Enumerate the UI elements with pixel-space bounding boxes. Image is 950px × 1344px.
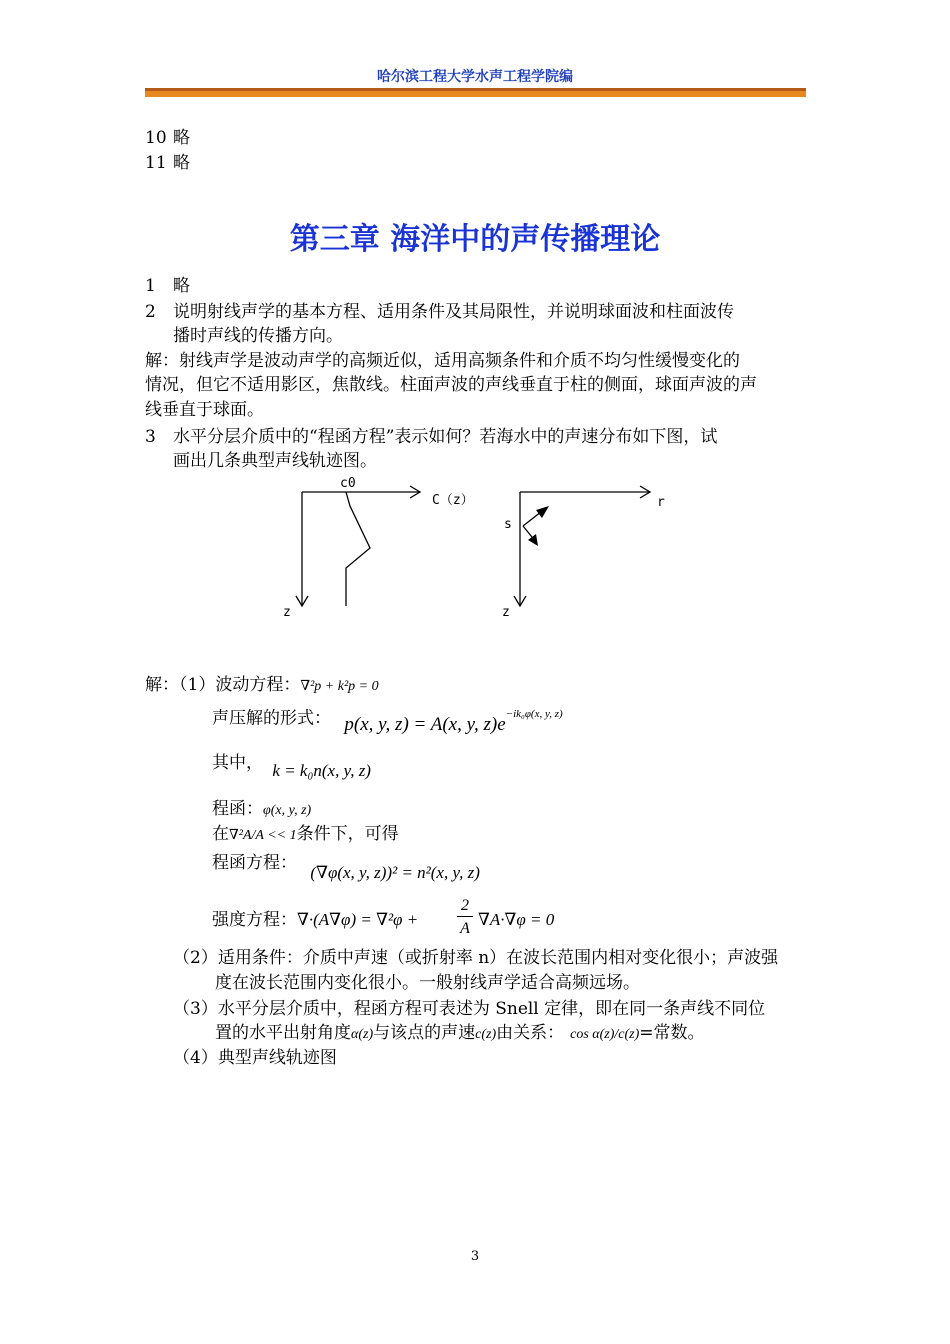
intensity-rhs: ∇A·∇φ = 0: [478, 910, 555, 929]
solution-eikonal-fn: 程函：φ(x, y, z): [212, 799, 312, 819]
solution-form: 声压解的形式： p(x, y, z) = A(x, y, $z)e^{-ik_0\varphi(x, y, z)}$: [212, 708, 563, 735]
answer-2-line: 情况，但它不适用影区，焦散线。柱面声波的声线垂直于柱的侧面，球面声波的声: [145, 375, 757, 395]
fraction-numerator: 2: [461, 897, 469, 914]
right-depth-label: z: [502, 605, 510, 620]
source-label: s: [504, 517, 512, 532]
list-item: 11 略: [145, 153, 190, 173]
chapter-title: 第三章 海洋中的声传播理论: [289, 222, 661, 257]
fraction-denominator: A: [460, 920, 470, 937]
condition-3-line: （3）水平分层介质中，程函方程可表述为 Snell 定律，即在同一条声线不同位: [173, 999, 766, 1019]
question-3: 3 水平分层介质中的“程函方程”表示如何？若海水中的声速分布如下图，试: [145, 427, 718, 447]
list-item: 10 略: [145, 128, 190, 148]
solution-intensity-eq: 强度方程：∇·(A∇φ) = ∇²φ +: [212, 910, 419, 930]
page-number: 3: [470, 1249, 480, 1264]
left-depth-label: z: [283, 605, 291, 620]
header-rule-accent: [145, 91, 806, 97]
sound-speed-figure: [270, 472, 690, 622]
question-2-cont: 播时声线的传播方向。: [173, 326, 343, 346]
solution-eikonal-eq: 程函方程： (∇φ(x, y, z))² = n²(x, y, z): [212, 853, 480, 882]
condition-4-line: （4）典型声线轨迹图: [173, 1048, 337, 1068]
fraction-bar: [457, 916, 473, 917]
solution-where: 其中， k = k₀n(x, y, z): [212, 753, 371, 780]
c0-label: c0: [340, 476, 356, 491]
question-1: 1 略: [145, 276, 190, 296]
arrow-down-ray-icon: [528, 534, 538, 546]
solution-wave-eq: 解：（1）波动方程：∇²p + k²p = 0: [145, 675, 379, 695]
range-label: r: [657, 495, 665, 510]
question-2: 2 说明射线声学的基本方程、适用条件及其局限性，并说明球面波和柱面波传: [145, 302, 734, 322]
condition-3-cont: 置的水平出射角度α(z)与该点的声速c(z)由关系： cos α(z)/c(z)=常数。: [215, 1023, 705, 1043]
condition-2-line: （2）适用条件：介质中声速（或折射率 n）在波长范围内相对变化很小；声波强: [173, 948, 779, 968]
question-3-cont: 画出几条典型声线轨迹图。: [173, 451, 377, 471]
answer-2-line: 线垂直于球面。: [145, 400, 264, 420]
header-title: 哈尔滨工程大学水声工程学院编: [377, 69, 573, 85]
arrow-up-ray-icon: [536, 506, 549, 518]
solution-condition: 在∇²A/A << 1条件下，可得: [212, 824, 399, 844]
sound-speed-profile: [346, 492, 370, 606]
speed-axis-label: C（z）: [432, 493, 474, 508]
condition-2-cont: 度在波长范围内变化很小。一般射线声学适合高频远场。: [215, 973, 640, 993]
answer-2-line: 解：射线声学是波动声学的高频近似，适用高频条件和介质不均匀性缓慢变化的: [145, 351, 740, 371]
